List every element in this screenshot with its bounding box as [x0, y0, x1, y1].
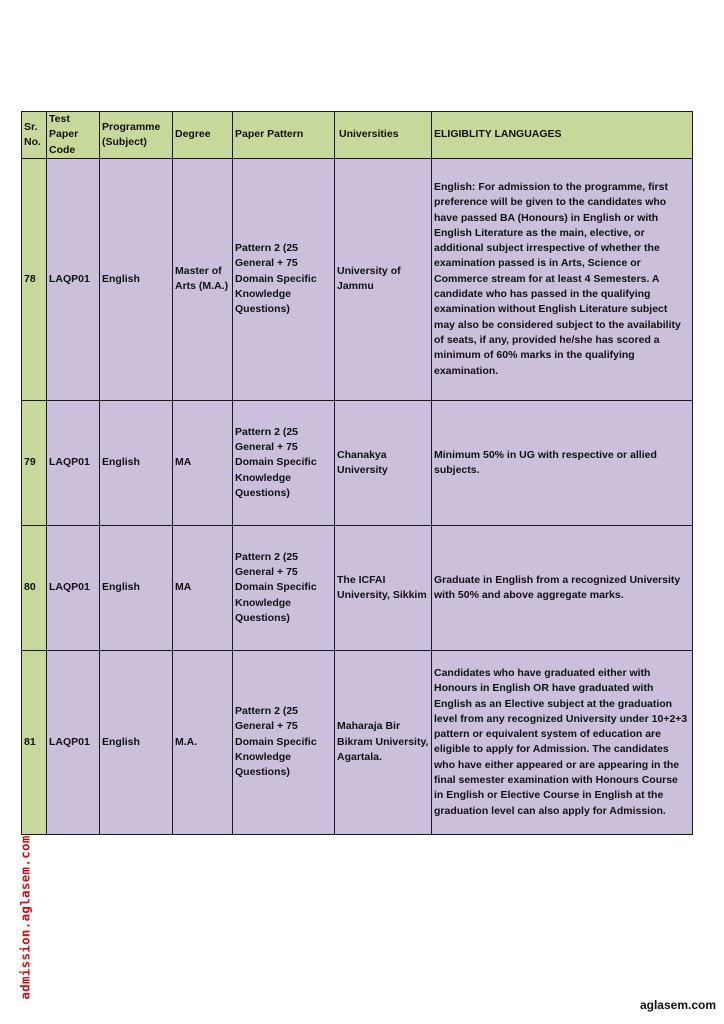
header-paper-pattern: Paper Pattern — [233, 112, 335, 159]
cell-pattern: Pattern 2 (25 General + 75 Domain Specific Knowledge Questions) — [233, 400, 335, 525]
header-programme: Programme (Subject) — [100, 112, 173, 159]
table-row — [22, 525, 693, 650]
cell-university: Chanakya University — [335, 400, 432, 525]
watermark-url: admission.aglasem.com — [17, 835, 33, 1000]
table-row — [22, 400, 693, 525]
header-universities: Universities — [335, 112, 432, 159]
cell-programme: English — [100, 158, 173, 400]
cell-university: The ICFAI University, Sikkim — [335, 525, 432, 650]
cell-degree: Master of Arts (M.A.) — [173, 158, 233, 400]
cell-code: LAQP01 — [47, 400, 100, 525]
header-sr-no: Sr. No. — [22, 112, 47, 159]
cell-sr-no: 80 — [22, 525, 47, 650]
cell-code: LAQP01 — [47, 525, 100, 650]
cell-eligibility: Candidates who have graduated either with Honours in English OR have graduated with English as an Elective subject at the graduation level from any recognized University under 10+2+3 pattern or equivalent system of education are eligible to apply for Admission. The candidates who have either appeared or are appearing in the final semester examination with Honours Course in English or Elective Course in English at the graduation level can also apply for Admission. — [432, 650, 693, 834]
cell-programme: English — [100, 650, 173, 834]
cell-sr-no: 78 — [22, 158, 47, 400]
cell-code: LAQP01 — [47, 650, 100, 834]
cell-pattern: Pattern 2 (25 General + 75 Domain Specific Knowledge Questions) — [233, 650, 335, 834]
footer-brand: aglasem.com — [639, 998, 716, 1012]
cell-degree: MA — [173, 525, 233, 650]
cell-pattern: Pattern 2 (25 General + 75 Domain Specific Knowledge Questions) — [233, 525, 335, 650]
cell-sr-no: 79 — [22, 400, 47, 525]
cell-degree: M.A. — [173, 650, 233, 834]
header-degree: Degree — [173, 112, 233, 159]
eligibility-table — [21, 111, 693, 835]
table-header-row — [22, 112, 693, 159]
table-row — [22, 650, 693, 834]
cell-eligibility: Minimum 50% in UG with respective or allied subjects. — [432, 400, 693, 525]
table-row — [22, 158, 693, 400]
cell-university: University of Jammu — [335, 158, 432, 400]
cell-code: LAQP01 — [47, 158, 100, 400]
cell-degree: MA — [173, 400, 233, 525]
header-eligibility: ELIGIBLITY LANGUAGES — [432, 112, 693, 159]
cell-university: Maharaja Bir Bikram University, Agartala. — [335, 650, 432, 834]
cell-programme: English — [100, 400, 173, 525]
cell-eligibility: Graduate in English from a recognized University with 50% and above aggregate marks. — [432, 525, 693, 650]
cell-eligibility: English: For admission to the programme, first preference will be given to the candidates who have passed BA (Honours) in English or with English Literature as the main, elective, or additional subject irrespective of whether the examination passed is in Arts, Science or Commerce stream for at least 4 Semesters. A candidate who has passed in the qualifying examination without English Literature subject may also be considered subject to the availability of seats, if any, provided he/she has scored a minimum of 60% marks in the qualifying examination. — [432, 158, 693, 400]
header-test-paper-code: Test Paper Code — [47, 112, 100, 159]
cell-sr-no: 81 — [22, 650, 47, 834]
cell-programme: English — [100, 525, 173, 650]
cell-pattern: Pattern 2 (25 General + 75 Domain Specific Knowledge Questions) — [233, 158, 335, 400]
